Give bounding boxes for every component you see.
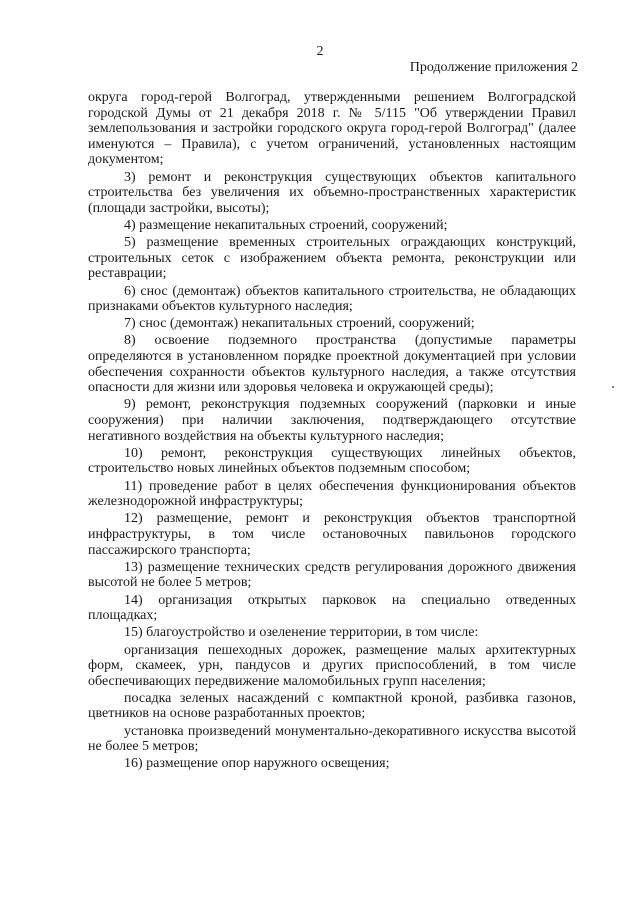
paragraph-item-10: 10) ремонт, реконструкция существующих линейных объектов, строительство новых линейных объектов подземным способом;	[88, 445, 576, 477]
paragraph-item-14: 14) организация открытых парковок на специально отведенных площадках;	[88, 592, 576, 624]
paragraph-item-4: 4) размещение некапитальных строений, сооружений;	[124, 217, 448, 233]
paragraph-item-12: 12) размещение, ремонт и реконструкция объектов транспортной инфраструктуры, в том числе остановочных павильонов городского пассажирского транспорта;	[88, 511, 576, 558]
paragraph-subitem-pedestrian-paths: организация пешеходных дорожек, размещение малых архитектурных форм, скамеек, урн, пандусов и других приспособлений, в том числе обеспечивающих передвижение маломобильных групп населения;	[88, 642, 576, 689]
paragraph-item-13: 13) размещение технических средств регулирования дорожного движения высотой не более 5 метров;	[88, 559, 576, 591]
document-body	[88, 90, 576, 774]
page-number: 2	[316, 44, 324, 59]
appendix-continuation-note: Продолжение приложения 2	[409, 60, 578, 75]
paragraph-subitem-monumental-art: установка произведений монументально-декоративного искусства высотой не более 5 метров;	[88, 723, 576, 755]
paragraph-item-6: 6) снос (демонтаж) объектов капитального строительства, не обладающих признаками объектов культурного наследия;	[88, 283, 576, 315]
paragraph-item-3: 3) ремонт и реконструкция существующих объектов капитального строительства без увеличения их объемно-пространственных характеристик (площади застройки, высоты);	[88, 169, 576, 216]
paragraph-continuation: округа город-герой Волгоград, утвержденными решением Волгоградской городской Думы от 21 декабря 2018 г. № 5/115 "Об утверждении Правил землепользования и застройки городского округа город-герой Волгоград" (далее именуются – Правила), с учетом ограничений, установленных настоящим документом;	[88, 90, 576, 168]
paragraph-item-9: 9) ремонт, реконструкция подземных сооружений (парковки и иные сооружения) при наличии заключения, подтверждающего отсутствие негативного воздействия на объекты культурного наследия;	[88, 397, 576, 444]
paragraph-item-11: 11) проведение работ в целях обеспечения функционирования объектов железнодорожной инфраструктуры;	[88, 478, 576, 510]
paragraph-item-5: 5) размещение временных строительных ограждающих конструкций, строительных сеток с изображением объекта ремонта, реконструкции или реставрации;	[88, 235, 576, 282]
paragraph-item-8: 8) освоение подземного пространства (допустимые параметры определяются в установленном порядке проектной документацией при условии обеспечения сохранности объектов культурного наследия, а также отсутствия опасности для жизни или здоровья человека и окружающей среды);	[88, 333, 576, 396]
paragraph-item-16: 16) размещение опор наружного освещения;	[124, 756, 390, 772]
paragraph-item-15: 15) благоустройство и озеленение территории, в том числе:	[124, 625, 479, 641]
paragraph-subitem-green-planting: посадка зеленых насаждений с компактной кроной, разбивка газонов, цветников на основе разработанных проектов;	[88, 690, 576, 722]
scan-speck	[612, 386, 614, 388]
paragraph-item-7: 7) снос (демонтаж) некапитальных строений, сооружений;	[124, 316, 475, 332]
